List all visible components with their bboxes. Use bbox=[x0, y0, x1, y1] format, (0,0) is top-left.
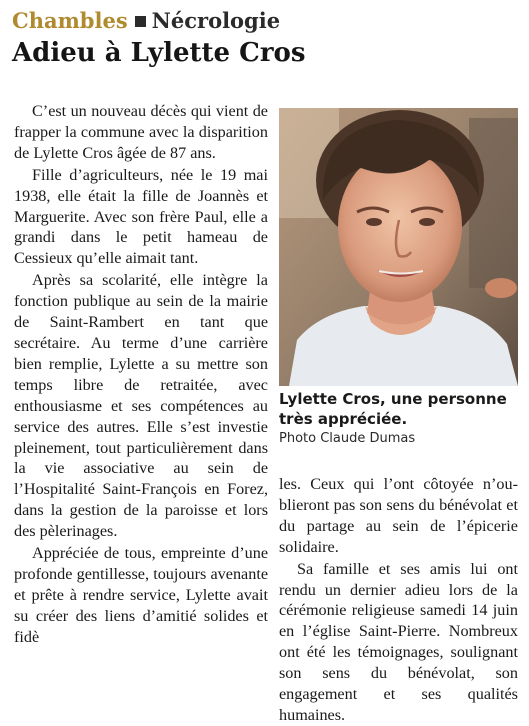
paragraph-3: Après sa scolarité, elle intègre la fonction publique au sein de la mairie de Saint-Rambert en tant que secrétaire. Au terme d’une carrière bien remplie, Lylette a su mettre son temps libre de retraitée, avec enthousiasme et ses compétences au service des autres. Elle s’est investie pleinement, tout particulièrement dans la vie associative au sein de l’Hospitalité Saint-François en Forez, dans la gestion de la paroisse et lors des pèlerinages. bbox=[14, 271, 268, 541]
location-label: Chambles bbox=[12, 8, 128, 33]
section-label: Nécrologie bbox=[151, 8, 281, 33]
photo-credit: Photo Claude Dumas bbox=[279, 431, 416, 446]
portrait-photo bbox=[279, 108, 518, 386]
paragraph-1: C’est un nouveau décès qui vient de frapper la commune avec la disparition de Lylette Cros âgée de 87 ans. bbox=[14, 102, 268, 162]
separator-square-icon bbox=[135, 16, 146, 27]
article-title: Adieu à Lylette Cros bbox=[12, 38, 306, 68]
paragraph-4-continued: les. Ceux qui l’ont côtoyée n’oublieront pas son sens du bénévolat et du partage au sein de l’épicerie solidaire. bbox=[279, 475, 518, 556]
caption-text: Lylette Cros, une personne très appréciée. bbox=[279, 390, 507, 428]
paragraph-5: Sa famille et ses amis lui ont rendu un dernier adieu lors de la cérémonie religieuse samedi 14 juin en l’église Saint-Pierre. Nombreux ont été les témoignages, soulignant son sens du bénévolat, son engagement et ses qualités humaines. bbox=[279, 559, 518, 724]
paragraph-2: Fille d’agriculteurs, née le 19 mai 1938, elle était la fille de Joannès et Marguerite. Avec son frère Paul, elle a grandi dans le petit hameau de Cessieux qu’elle aimait tant. bbox=[14, 165, 268, 268]
kicker bbox=[12, 8, 522, 34]
photo-caption bbox=[279, 390, 519, 449]
article-header bbox=[12, 8, 522, 70]
portrait-illustration bbox=[279, 108, 518, 386]
article-column-left bbox=[14, 101, 268, 648]
article-column-right bbox=[279, 474, 518, 726]
paragraph-4: Appréciée de tous, empreinte d’une profonde gentillesse, toujours avenante et prête à rendre service, Lylette avait su créer des liens d’amitié solides et fidè bbox=[14, 544, 268, 646]
